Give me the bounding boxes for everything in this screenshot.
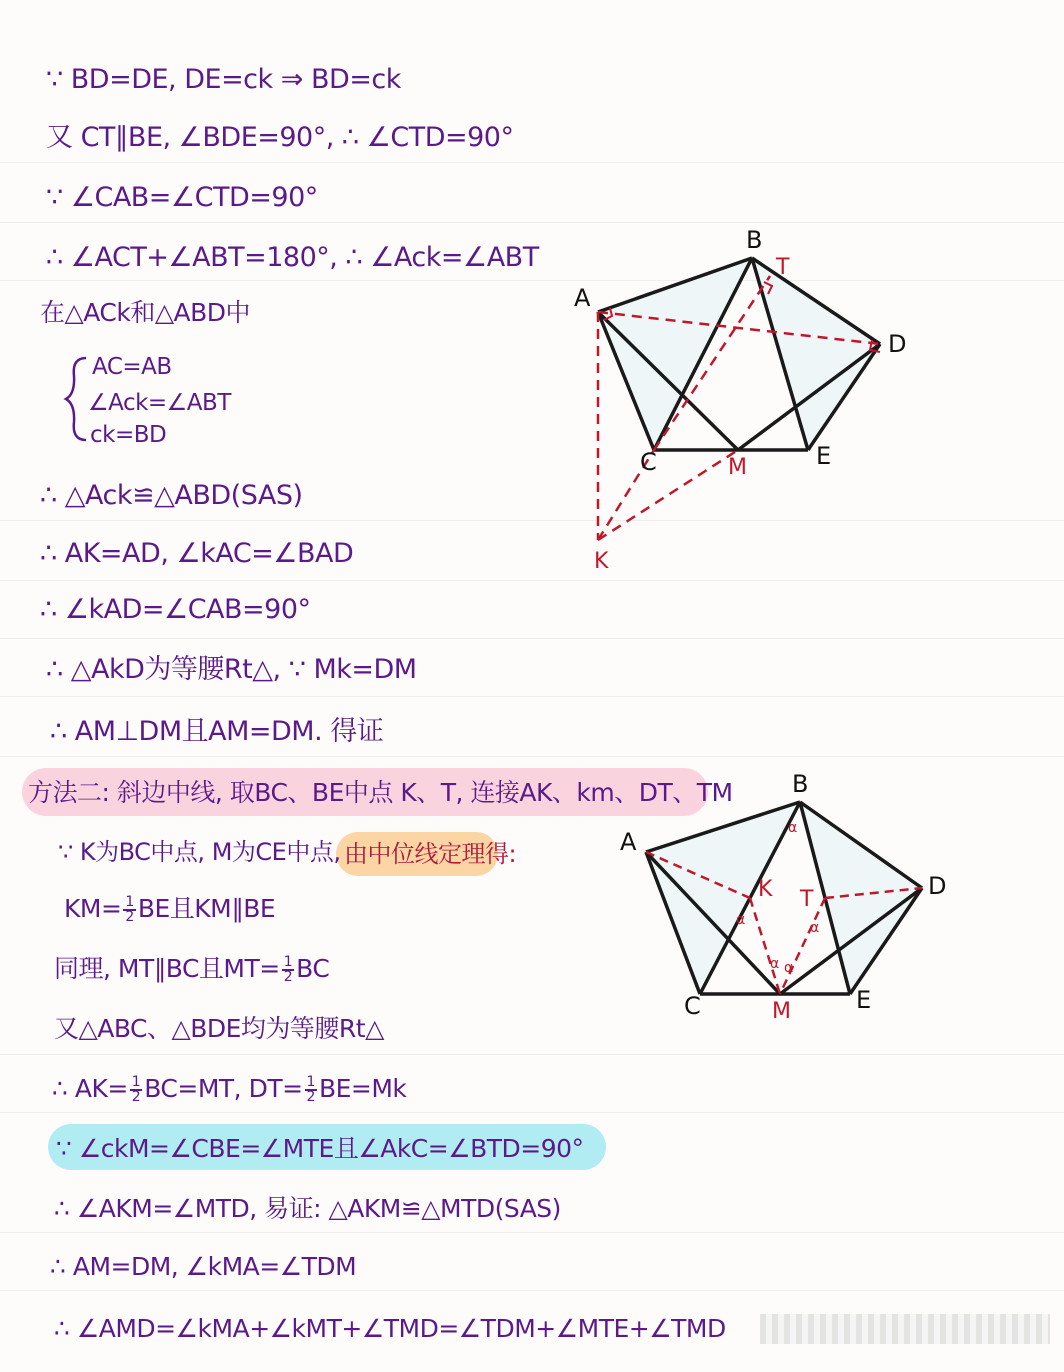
ruled-line <box>0 1290 1064 1291</box>
method-two-title: 方法二: 斜边中线, 取BC、BE中点 K、T, 连接AK、km、DT、TM <box>28 778 733 807</box>
km-prefix: KM= <box>64 894 122 923</box>
mt-suffix: BC <box>296 954 330 983</box>
geometry-figure-1 <box>560 220 920 580</box>
angle-mark: α <box>810 920 820 936</box>
condition-1: AC=AB <box>92 354 172 380</box>
fraction-half: $\frac{1}{2}$ <box>306 1074 315 1105</box>
ruled-line <box>0 1054 1064 1055</box>
condition-2: ∠Ack=∠ABT <box>88 390 231 416</box>
condition-3: ck=BD <box>90 422 167 448</box>
ruled-line <box>0 1112 1064 1113</box>
ak-suffix: BE=Mk <box>318 1074 407 1103</box>
fraction-half: $\frac{1}{2}$ <box>283 954 293 985</box>
fraction-half: $\frac{1}{2}$ <box>125 894 134 925</box>
label-M: M <box>728 455 747 480</box>
label-T: T <box>776 255 790 280</box>
label-A: A <box>574 284 591 312</box>
cropped-watermark-strip <box>760 1314 1050 1344</box>
proof-line-13: ∴ AM⊥DM且AM=DM. 得证 <box>50 716 384 747</box>
ruled-line <box>0 638 1064 639</box>
ruled-line <box>0 580 1064 581</box>
label-A: A <box>620 828 637 856</box>
method-two-line-2 <box>64 896 275 924</box>
proof-line-10: ∴ AK=AD, ∠kAC=∠BAD <box>40 538 354 569</box>
label-E: E <box>816 442 832 470</box>
label-M: M <box>772 999 791 1024</box>
fraction-half: $\frac{1}{2}$ <box>131 1074 141 1105</box>
km-suffix: BE且KM∥BE <box>137 894 276 923</box>
label-D: D <box>888 330 907 358</box>
mt-prefix: 同理, MT∥BC且MT= <box>54 954 280 983</box>
label-B: B <box>792 770 809 798</box>
label-T: T <box>800 887 814 912</box>
midline-theorem-text: 由中位线定理得: <box>344 840 517 868</box>
label-D: D <box>928 872 947 900</box>
label-C: C <box>640 448 657 476</box>
label-K: K <box>594 549 609 574</box>
proof-line-1: ∵ BD=DE, DE=ck ⇒ BD=ck <box>46 64 401 95</box>
ak-middle: BC=MT, DT= <box>144 1074 303 1103</box>
ruled-line <box>0 756 1064 757</box>
method-two-line-3 <box>54 956 329 984</box>
ruled-line <box>0 696 1064 697</box>
method-two-line-5 <box>52 1076 406 1104</box>
method-two-line-4: 又△ABC、△BDE均为等腰Rt△ <box>54 1014 384 1043</box>
method-two-line-7: ∴ ∠AKM=∠MTD, 易证: △AKM≌△MTD(SAS) <box>54 1194 561 1223</box>
method-two-line-1: ∵ K为BC中点, M为CE中点, <box>58 838 341 866</box>
angle-mark: α <box>770 956 780 972</box>
ak-prefix: ∴ AK= <box>52 1074 128 1103</box>
label-B: B <box>746 226 763 254</box>
ruled-line <box>0 162 1064 163</box>
label-E: E <box>856 986 872 1014</box>
angle-mark: α <box>788 820 798 836</box>
proof-line-9: ∴ △Ack≌△ABD(SAS) <box>40 480 303 511</box>
angle-mark: α <box>784 960 794 976</box>
proof-line-4: ∴ ∠ACT+∠ABT=180°, ∴ ∠Ack=∠ABT <box>46 242 539 273</box>
method-two-line-9: ∴ ∠AMD=∠kMA+∠kMT+∠TMD=∠TDM+∠MTE+∠TMD <box>54 1314 726 1343</box>
label-K: K <box>758 877 773 902</box>
proof-line-12: ∴ △AkD为等腰Rt△, ∵ Mk=DM <box>46 654 417 685</box>
method-two-line-6: ∵ ∠ckM=∠CBE=∠MTE且∠AkC=∠BTD=90° <box>56 1134 584 1163</box>
proof-line-2: 又 CT∥BE, ∠BDE=90°, ∴ ∠CTD=90° <box>46 122 514 153</box>
method-two-line-8: ∴ AM=DM, ∠kMA=∠TDM <box>50 1252 357 1281</box>
angle-mark: α <box>736 912 746 928</box>
proof-line-5: 在△ACk和△ABD中 <box>40 298 251 327</box>
proof-line-11: ∴ ∠kAD=∠CAB=90° <box>40 594 311 625</box>
label-C: C <box>684 992 701 1020</box>
geometry-figure-2 <box>610 766 960 1028</box>
ruled-line <box>0 1232 1064 1233</box>
proof-line-3: ∵ ∠CAB=∠CTD=90° <box>46 182 318 213</box>
